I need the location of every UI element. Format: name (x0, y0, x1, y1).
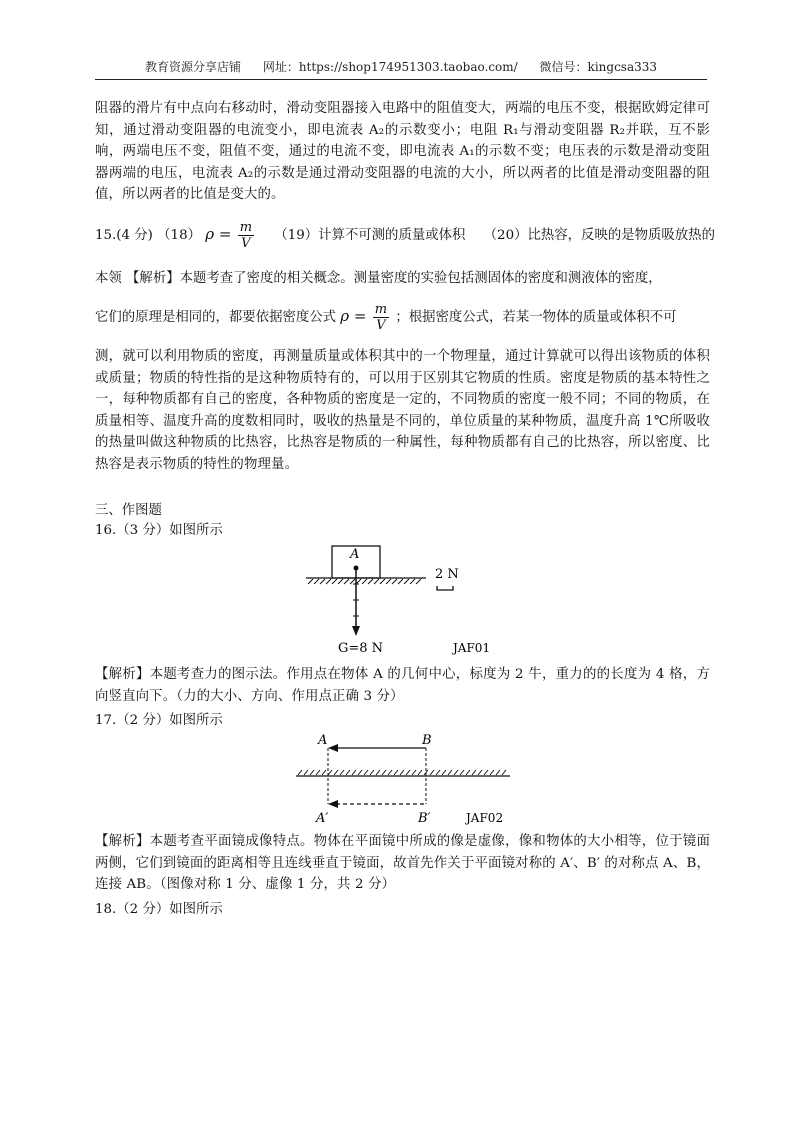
scale-bar (437, 586, 453, 590)
figure-code: JAF02 (466, 811, 504, 825)
header-shop: 教育资源分享店铺 (144, 60, 241, 74)
fraction-denominator: V (241, 236, 251, 251)
header-url: 网址：https://shop174951303.taobao.com/ (262, 60, 518, 74)
q16-force-diagram (280, 540, 540, 660)
mirror-hatching (298, 770, 506, 775)
point-a-label: A (318, 733, 328, 748)
page-header (95, 58, 707, 80)
q15-rho: ρ = (205, 225, 232, 243)
header-wechat: 微信号：kingcsa333 (539, 60, 658, 74)
q14-analysis-continued: 阻器的滑片有中点向右移动时，滑动变阻器接入电路中的阻值变大，两端的电压不变，根据欧姆定律可知，通过滑动变阻器的电流变小，即电流表 A₂的示数变小；电阻 R₁与滑动变阻器 R₂并联，互不影响，两端电压不变，阻值不变，通过的电流不变，即电流表 A₁的示数不变；电压表的示数是滑动变阻器两端的电压，电流表 A₂的示数是通过滑动变阻器的电流的大小，所以两者的比值是滑动变阻器的阻值，所以两者的比值是变大的。 (95, 101, 710, 202)
q15-line3a: 它们的原理是相同的，都要依据密度公式 (95, 310, 337, 325)
ground-hatching (308, 579, 421, 584)
section-heading: 三、作图题 (95, 503, 162, 518)
fraction-numerator: m (239, 220, 253, 235)
q16-title: 16.（3 分）如图所示 (95, 523, 223, 538)
fraction-denominator: V (376, 318, 386, 333)
q17-analysis: 【解析】本题考查平面镜成像特点。物体在平面镜中所成的像是虚像，像和物体的大小相等，位于镜面两侧，它们到镜面的距离相等且连线垂直于镜面，故首先作关于平面镜对称的 A′、B′ 的对称点 A、B，连接 AB。（图像对称 1 分、虚像 1 分，共 2 分） (95, 834, 710, 892)
object-arrow-head (328, 744, 338, 752)
q15-line3 (95, 302, 710, 333)
q15-part20: （20）比热容，反映的是物质吸放热的 (483, 228, 715, 243)
q15-density-fraction (238, 220, 254, 251)
q17-title: 17.（2 分）如图所示 (95, 713, 223, 728)
image-arrow-head (328, 800, 338, 808)
q15-line3b: ；根据密度公式，若某一物体的质量或体积不可 (395, 310, 677, 325)
q16-analysis: 【解析】本题考查力的图示法。作用点在物体 A 的几何中心，标度为 2 牛，重力的的长度为 4 格，方向竖直向下。（力的大小、方向、作用点正确 3 分） (95, 667, 710, 704)
fraction-numerator: m (374, 302, 388, 317)
q15-prefix: 15.(4 分) （18） (95, 228, 201, 243)
q15-answer-line (95, 220, 715, 251)
q15-density-fraction-2 (373, 302, 389, 333)
q17-mirror-diagram (290, 728, 560, 828)
q15-rho-2: ρ = (340, 307, 367, 325)
image-a-label: A′ (316, 811, 329, 826)
figure-code: JAF01 (453, 641, 491, 655)
q18-title: 18.（2 分）如图所示 (95, 902, 223, 917)
q15-part19: （19）计算不可测的质量或体积 (274, 228, 466, 243)
gravity-arrow-head (352, 626, 360, 636)
q15-line2: 本领 【解析】本题考查了密度的相关概念。测量密度的实验包括测固体的密度和测液体的密度， (95, 271, 662, 286)
scale-label: 2 N (435, 567, 459, 582)
force-label: G=8 N (338, 641, 384, 656)
block-label: A (350, 547, 360, 562)
image-b-label: B′ (418, 811, 431, 826)
point-b-label: B (422, 733, 432, 748)
q15-analysis-rest: 测，就可以利用物质的密度，再测量质量或体积其中的一个物理量，通过计算就可以得出该物质的体积或质量；物质的特性指的是这种物质特有的，可以用于区别其它物质的性质。密度是物质的基本特性之一，每种物质都有自己的密度，各种物质的密度是一定的，不同物质的密度一般不同；不同的物质，在质量相等、温度升高的度数相同时，吸收的热量是不同的，单位质量的某种物质，温度升高 1℃所吸收的热量叫做这种物质的比热容，比热容是物质的一种属性，每种物质都有自己的比热容，所以密度、比热容是表示物质的特性的物理量。 (95, 349, 710, 472)
